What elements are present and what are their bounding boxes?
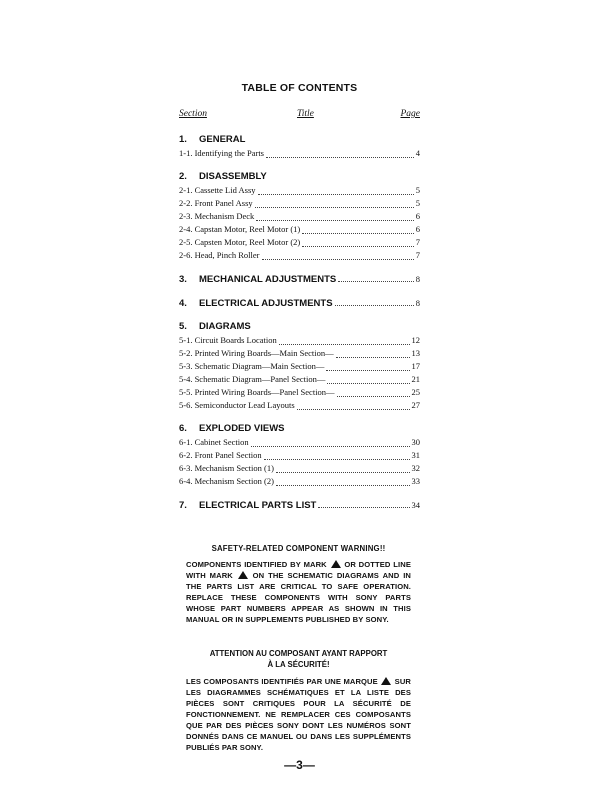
toc-entry <box>179 449 420 462</box>
toc-entry-page: 4 <box>415 148 420 158</box>
toc-entry-label: 5-1. Circuit Boards Location <box>179 335 277 345</box>
toc-entry-label: 2-5. Capsten Motor, Reel Motor (2) <box>179 237 301 247</box>
section-title: EXPLODED VIEWS <box>199 423 285 434</box>
column-header-title: Title <box>297 109 314 119</box>
warning-text-part: ON THE SCHEMATIC DIAGRAMS AND IN THE PARTS LIST ARE CRITICAL TO SAFE OPERATION. REPLACE THESE COMPONENTS WITH SONY PARTS WHOSE PART NUMBERS APPEAR AS SHOWN IN THIS MANUAL OR IN SUPPLEMENTS PUBLISHED BY SONY. <box>186 571 411 624</box>
dot-leader <box>251 438 410 447</box>
toc-entry-label: 1-1. Identifying the Parts <box>179 148 264 158</box>
warning-text <box>186 559 411 625</box>
warning-text-part: COMPONENTS IDENTIFIED BY MARK <box>186 560 327 569</box>
toc-entry-label: 5-6. Semiconductor Lead Layouts <box>179 400 295 410</box>
section-number: 2. <box>179 171 187 182</box>
toc-entry-label: 6-2. Front Panel Section <box>179 450 262 460</box>
dot-leader <box>276 464 410 473</box>
toc-entry-page: 7 <box>415 250 420 260</box>
dot-leader <box>338 273 414 282</box>
warning-heading: SAFETY-RELATED COMPONENT WARNING!! <box>211 544 386 553</box>
toc-entry <box>179 475 420 488</box>
warning-text-part: SUR LES DIAGRAMMES SCHÉMATIQUES ET LA LISTE DES PIÈCES SONT CRITIQUES POUR LA SÉCURITÉ DE FONCTIONNEMENT. NE REMPLACER CES COMPOSANTS QUE PAR DES PIÈCES SONY DONT LES NUMÉROS SONT DONNÉS DANS CE MANUEL OU DANS LES SUPPLÉMENTS PUBLIÉS PAR SONY. <box>186 677 411 752</box>
column-header-section: Section <box>179 109 207 119</box>
section-title: ELECTRICAL PARTS LIST <box>199 500 317 511</box>
column-headers <box>179 109 420 123</box>
dot-leader <box>326 362 409 371</box>
toc-section <box>179 320 420 412</box>
dot-leader <box>297 401 410 410</box>
toc-entry-label: 5-3. Schematic Diagram—Main Section— <box>179 361 325 371</box>
toc-entry <box>179 249 420 262</box>
dot-leader <box>264 451 410 460</box>
dot-leader <box>335 297 414 306</box>
toc-section <box>179 296 420 310</box>
section-number: 3. <box>179 274 187 285</box>
dot-leader <box>327 375 409 384</box>
toc-entry-page: 25 <box>411 387 420 397</box>
dot-leader <box>255 199 414 208</box>
toc-entry-label: 5-2. Printed Wiring Boards—Main Section— <box>179 348 334 358</box>
toc-entry <box>179 386 420 399</box>
section-title: GENERAL <box>199 134 246 145</box>
section-title: DIAGRAMS <box>199 321 251 332</box>
toc-entry <box>179 360 420 373</box>
section-page: 34 <box>411 500 420 510</box>
dot-leader <box>279 336 410 345</box>
toc-entry <box>179 147 420 160</box>
toc-section-heading <box>179 320 420 334</box>
warning-triangle-icon <box>238 571 248 579</box>
toc-section <box>179 422 420 488</box>
table-of-contents <box>179 130 420 522</box>
section-page: 8 <box>415 298 420 308</box>
section-number: 4. <box>179 298 187 309</box>
dot-leader <box>302 225 414 234</box>
toc-entry-page: 17 <box>411 361 420 371</box>
toc-entry-page: 31 <box>411 450 420 460</box>
toc-entry-label: 2-4. Capstan Motor, Reel Motor (1) <box>179 224 301 234</box>
toc-entry-page: 12 <box>411 335 420 345</box>
toc-entry-label: 5-5. Printed Wiring Boards—Panel Section— <box>179 387 335 397</box>
toc-entry-page: 32 <box>411 463 420 473</box>
toc-section-heading <box>179 170 420 184</box>
safety-warning-english <box>186 544 411 625</box>
warning-text-fr <box>186 676 411 753</box>
dot-leader <box>256 212 413 221</box>
toc-section-heading <box>179 133 420 147</box>
toc-entry-page: 5 <box>415 198 420 208</box>
warning-heading-line: ATTENTION AU COMPOSANT AYANT RAPPORT <box>209 649 388 658</box>
dot-leader <box>336 349 410 358</box>
toc-entry-page: 7 <box>415 237 420 247</box>
toc-entry <box>179 347 420 360</box>
toc-entry <box>179 223 420 236</box>
toc-entry <box>179 210 420 223</box>
toc-entry-label: 6-4. Mechanism Section (2) <box>179 476 274 486</box>
toc-entry-label: 5-4. Schematic Diagram—Panel Section— <box>179 374 326 384</box>
safety-warning-french <box>186 648 411 753</box>
section-title: ELECTRICAL ADJUSTMENTS <box>199 298 333 309</box>
toc-entry-page: 6 <box>415 224 420 234</box>
toc-entry-page: 33 <box>411 476 420 486</box>
dot-leader <box>262 251 414 260</box>
warning-triangle-icon <box>331 560 341 568</box>
toc-section-heading <box>179 422 420 436</box>
toc-entry <box>179 373 420 386</box>
toc-entry-label: 2-3. Mechanism Deck <box>179 211 255 221</box>
toc-section-heading <box>179 272 420 286</box>
section-number: 7. <box>179 500 187 511</box>
toc-entry <box>179 236 420 249</box>
warning-text-part: LES COMPOSANTS IDENTIFIÉS PAR UNE MARQUE <box>186 677 378 686</box>
toc-section-heading <box>179 296 420 310</box>
dot-leader <box>258 186 414 195</box>
toc-entry-page: 13 <box>411 348 420 358</box>
toc-entry <box>179 197 420 210</box>
toc-entry-page: 6 <box>415 211 420 221</box>
warning-text-part: OR DOTTED LINE WITH MARK <box>186 560 411 580</box>
warning-triangle-icon <box>381 677 391 685</box>
toc-entry-page: 27 <box>411 400 420 410</box>
toc-section-heading <box>179 498 420 512</box>
toc-entry-label: 2-1. Cassette Lid Assy <box>179 185 256 195</box>
section-number: 1. <box>179 134 187 145</box>
warning-heading-fr <box>186 648 411 670</box>
dot-leader <box>337 388 410 397</box>
toc-entry <box>179 334 420 347</box>
toc-entry-label: 2-2. Front Panel Assy <box>179 198 253 208</box>
toc-section <box>179 170 420 262</box>
column-header-page: Page <box>400 109 420 119</box>
section-number: 6. <box>179 423 187 434</box>
toc-entry <box>179 399 420 412</box>
toc-entry <box>179 436 420 449</box>
dot-leader <box>276 477 410 486</box>
toc-section <box>179 498 420 512</box>
section-title: DISASSEMBLY <box>199 171 267 182</box>
toc-section <box>179 272 420 286</box>
warning-heading-line: À LA SÉCURITÉ! <box>267 660 330 669</box>
toc-entry-page: 21 <box>411 374 420 384</box>
toc-section <box>179 133 420 160</box>
dot-leader <box>302 238 414 247</box>
page-number: —3— <box>284 758 315 772</box>
page-title: TABLE OF CONTENTS <box>241 82 358 94</box>
toc-entry-page: 5 <box>415 185 420 195</box>
toc-entry-page: 30 <box>411 437 420 447</box>
toc-entry-label: 6-1. Cabinet Section <box>179 437 249 447</box>
section-title: MECHANICAL ADJUSTMENTS <box>199 274 337 285</box>
toc-entry-label: 6-3. Mechanism Section (1) <box>179 463 274 473</box>
dot-leader <box>266 149 414 158</box>
section-number: 5. <box>179 321 187 332</box>
toc-entry <box>179 184 420 197</box>
toc-entry <box>179 462 420 475</box>
dot-leader <box>318 499 409 508</box>
section-page: 8 <box>415 274 420 284</box>
toc-entry-label: 2-6. Head, Pinch Roller <box>179 250 260 260</box>
